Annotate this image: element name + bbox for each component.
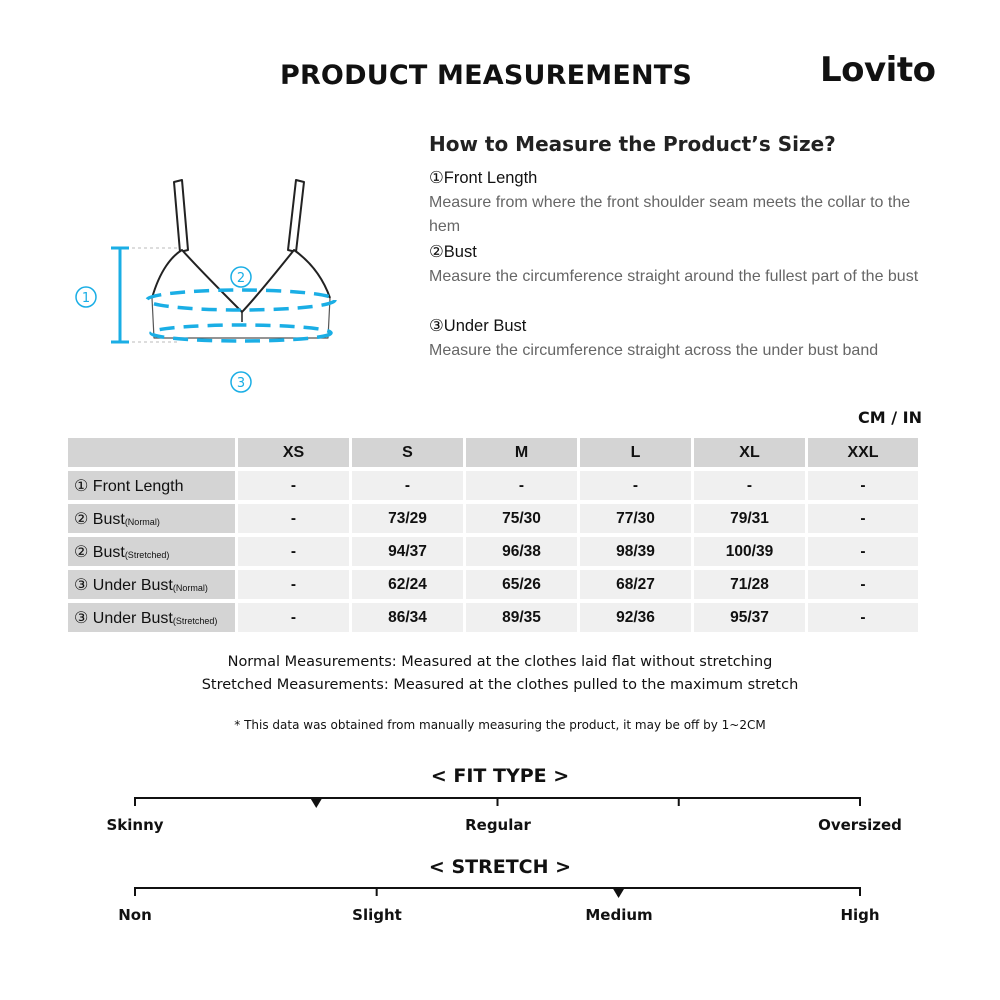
row-label-sub: (Normal) (124, 516, 160, 527)
fit-label-regular: Regular (465, 816, 531, 834)
column-header: L (580, 438, 691, 467)
size-table (68, 438, 918, 636)
table-cell: - (808, 570, 918, 599)
stretch-scale (125, 882, 875, 906)
table-cell: - (238, 570, 349, 599)
table-cell: - (352, 471, 463, 500)
bust-description: Measure the circumference straight around the fullest part of the bust (429, 268, 919, 285)
page-title: PRODUCT MEASUREMENTS (279, 60, 693, 91)
table-cell: 77/30 (580, 504, 691, 533)
fit-label-skinny: Skinny (106, 816, 164, 834)
under-bust-description: Measure the circumference straight across the under bust band (429, 342, 879, 359)
stretch-axis (135, 888, 860, 896)
stretch-label-non: Non (118, 906, 152, 924)
table-cell: - (808, 504, 918, 533)
table-cell: - (808, 537, 918, 566)
table-row (68, 504, 918, 533)
table-cell: 73/29 (352, 504, 463, 533)
stretch-label-medium: Medium (585, 906, 653, 924)
table-cell: - (466, 471, 577, 500)
table-corner (68, 438, 235, 467)
row-label (68, 570, 235, 599)
table-cell: 86/34 (352, 603, 463, 632)
table-cell: 79/31 (694, 504, 805, 533)
stretch-title: < STRETCH > (428, 856, 572, 878)
row-label-text: ② Bust (74, 543, 125, 561)
table-cell: - (808, 603, 918, 632)
table-cell: - (694, 471, 805, 500)
front-length-description: Measure from where the front shoulder seam meets the collar to the hem (429, 194, 911, 235)
footnote: * This data was obtained from manually measuring the product, it may be off by 1~2CM (234, 718, 766, 732)
table-cell: 68/27 (580, 570, 691, 599)
row-label-text: ① Front Length (74, 477, 184, 495)
column-header: S (352, 438, 463, 467)
fit-label-oversized: Oversized (818, 816, 902, 834)
table-cell: 65/26 (466, 570, 577, 599)
row-label-sub: (Stretched) (124, 549, 170, 560)
bra-measurement-diagram (60, 170, 380, 400)
table-cell: 94/37 (352, 537, 463, 566)
row-label (68, 471, 235, 500)
table-cell: 92/36 (580, 603, 691, 632)
fit-type-scale (125, 792, 875, 816)
table-row (68, 471, 918, 500)
table-cell: - (580, 471, 691, 500)
table-cell: 98/39 (580, 537, 691, 566)
table-cell: - (238, 504, 349, 533)
brand-logo: Lovito (820, 50, 936, 90)
row-label (68, 504, 235, 533)
table-cell: 62/24 (352, 570, 463, 599)
row-label-text: ③ Under Bust (74, 609, 173, 627)
table-cell: 71/28 (694, 570, 805, 599)
table-cell: - (238, 471, 349, 500)
under-bust-heading: ③Under Bust (429, 317, 527, 335)
front-length-heading: ①Front Length (429, 169, 538, 187)
stretched-measurement-note: Stretched Measurements: Measured at the clothes pulled to the maximum stretch (201, 677, 799, 693)
row-label (68, 603, 235, 632)
unit-label: CM / IN (858, 408, 922, 427)
table-cell: 100/39 (694, 537, 805, 566)
row-label-sub: (Normal) (172, 582, 208, 593)
bust-heading: ②Bust (429, 243, 477, 261)
table-cell: 75/30 (466, 504, 577, 533)
table-cell: - (238, 537, 349, 566)
column-header: XS (238, 438, 349, 467)
column-header: XL (694, 438, 805, 467)
column-header: M (466, 438, 577, 467)
fit-type-title: < FIT TYPE > (430, 765, 570, 787)
bra-illustration (152, 180, 330, 338)
column-header: XXL (808, 438, 918, 467)
table-cell: 96/38 (466, 537, 577, 566)
marker-1-text: 1 (81, 291, 91, 306)
how-to-title: How to Measure the Product’s Size? (429, 132, 836, 156)
fit-type-marker (310, 798, 322, 808)
table-cell: 95/37 (694, 603, 805, 632)
table-row (68, 537, 918, 566)
table-cell: 89/35 (466, 603, 577, 632)
row-label-text: ② Bust (74, 510, 125, 528)
table-row (68, 603, 918, 632)
marker-2-text: 2 (236, 271, 246, 286)
table-cell: - (238, 603, 349, 632)
stretch-label-slight: Slight (352, 906, 402, 924)
stretch-marker (613, 888, 625, 898)
table-row (68, 570, 918, 599)
row-label-sub: (Stretched) (172, 615, 218, 626)
row-label-text: ③ Under Bust (74, 576, 173, 594)
stretch-label-high: High (840, 906, 880, 924)
front-length-line (111, 248, 129, 342)
table-header-row (68, 438, 918, 467)
row-label (68, 537, 235, 566)
marker-3-text: 3 (236, 376, 246, 391)
table-cell: - (808, 471, 918, 500)
normal-measurement-note: Normal Measurements: Measured at the clothes laid flat without stretching (227, 654, 773, 670)
